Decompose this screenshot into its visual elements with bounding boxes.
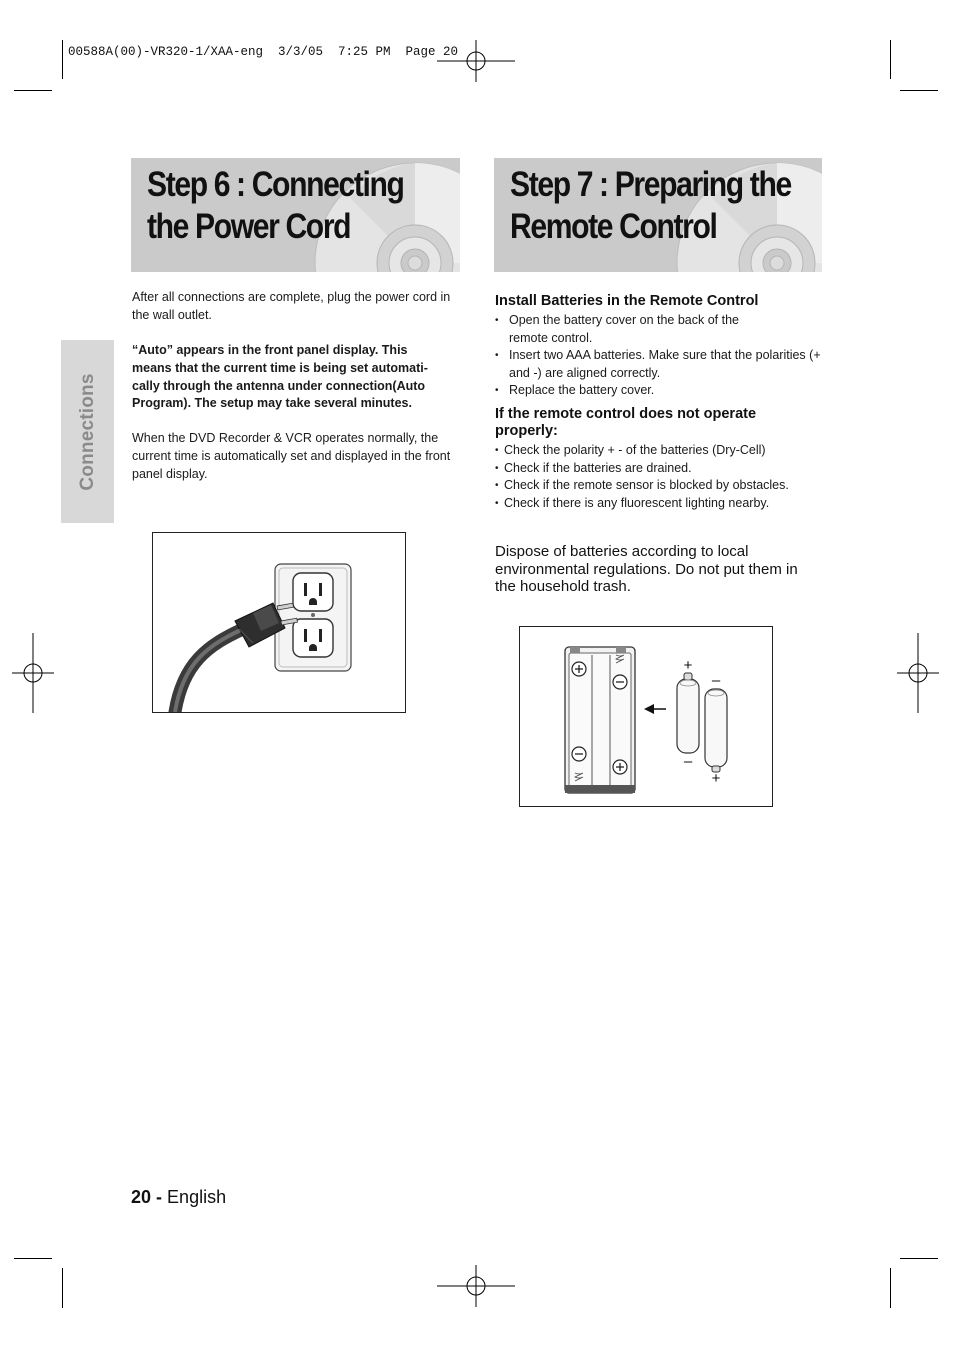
install-heading: Install Batteries in the Remote Control — [495, 293, 759, 309]
registration-mark-icon — [897, 633, 939, 713]
power-outlet-figure — [152, 532, 406, 713]
trouble-checks-list — [495, 442, 821, 512]
step7-title: Step 7 : Preparing the Remote Control — [510, 165, 791, 246]
crop-mark — [14, 1258, 52, 1259]
battery1-plus-label: + — [683, 657, 693, 674]
list-item: • Check if the remote sensor is blocked by obstacles. — [495, 477, 821, 495]
step6-para-normal: When the DVD Recorder & VCR operates normally, the current time is automatically set and displayed in the front panel display. — [132, 431, 451, 481]
crop-mark — [890, 1268, 891, 1308]
trouble-heading: If the remote control does not operate properly: — [495, 406, 757, 439]
section-tab — [61, 340, 114, 523]
section-tab-label: Connections — [76, 372, 98, 491]
crop-mark — [14, 90, 52, 91]
printer-slug: 00588A(00)-VR320-1/XAA-eng 3/3/05 7:25 PM Page 20 — [68, 45, 459, 59]
step6-para-connect: After all connections are complete, plug the power cord in the wall outlet. — [132, 290, 451, 322]
crop-mark — [890, 40, 891, 79]
dispose-note: Dispose of batteries according to local environmental regulations. Do not put them in the household trash. — [495, 543, 798, 596]
step6-title: Step 6 : Connecting the Power Cord — [147, 165, 404, 246]
registration-mark-icon — [437, 40, 517, 82]
crop-mark — [900, 90, 938, 91]
crop-mark — [62, 40, 63, 79]
list-item: • Check if there is any fluorescent lighting nearby. — [495, 495, 821, 513]
page-footer — [131, 1187, 226, 1208]
step6-title-banner — [131, 158, 460, 272]
list-item: • Open the battery cover on the back of the remote control. — [495, 312, 821, 347]
step6-para-auto: “Auto” appears in the front panel display. This means that the current time is being set automati-cally through the antenna under connection(Auto Program). The setup may take several minutes. — [132, 343, 428, 411]
install-steps-list — [495, 312, 821, 400]
battery2-minus-label: – — [711, 672, 721, 689]
list-item: • Replace the battery cover. — [495, 382, 821, 400]
page-number: 20 - — [131, 1187, 163, 1207]
battery2-plus-label: + — [711, 770, 721, 787]
power-plug-illustration — [153, 533, 405, 712]
crop-mark — [900, 1258, 938, 1259]
battery-figure — [519, 626, 773, 807]
battery1-minus-label: – — [683, 753, 693, 770]
page-language: English — [167, 1187, 227, 1207]
registration-mark-icon — [437, 1265, 517, 1307]
registration-mark-icon — [12, 633, 54, 713]
battery-compartment-illustration — [520, 627, 772, 806]
crop-mark — [62, 1268, 63, 1308]
list-item: • Check the polarity + - of the batteries (Dry-Cell) — [495, 442, 821, 460]
list-item: • Check if the batteries are drained. — [495, 460, 821, 478]
list-item: • Insert two AAA batteries. Make sure that the polarities (+ and -) are aligned correctly. — [495, 347, 821, 382]
step7-title-banner — [494, 158, 822, 272]
